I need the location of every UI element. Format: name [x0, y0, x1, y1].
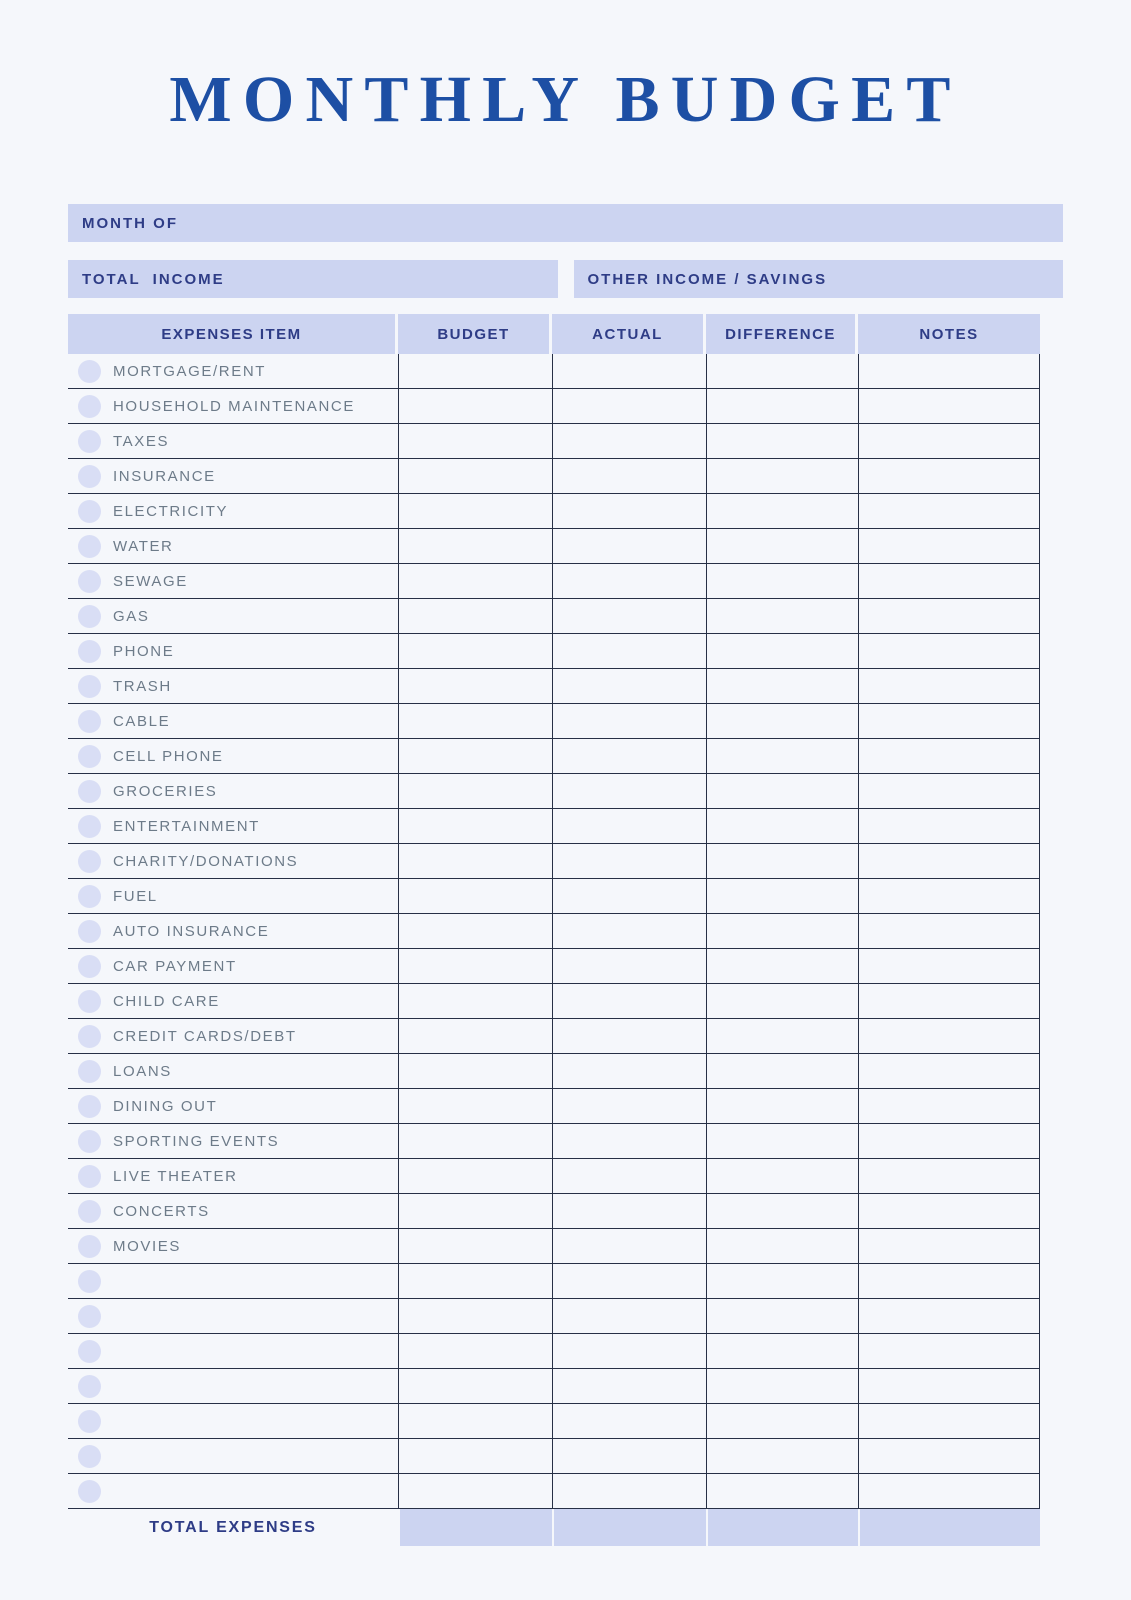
- budget-cell[interactable]: [398, 739, 552, 774]
- expense-row: [68, 1334, 1063, 1369]
- difference-cell[interactable]: [706, 1124, 858, 1159]
- actual-cell[interactable]: [552, 879, 706, 914]
- expense-item-cell: [68, 809, 398, 844]
- notes-cell[interactable]: [858, 1124, 1040, 1159]
- total-income-label: TOTAL INCOME: [82, 270, 225, 288]
- row-bullet-icon: [78, 1200, 101, 1223]
- total-expenses-label: TOTAL EXPENSES: [149, 1518, 317, 1536]
- notes-cell[interactable]: [858, 354, 1040, 389]
- budget-cell[interactable]: [398, 389, 552, 424]
- budget-cell[interactable]: [398, 844, 552, 879]
- expense-item-cell: [68, 1439, 398, 1474]
- budget-cell[interactable]: [398, 1229, 552, 1264]
- expense-label: CHILD CARE: [113, 992, 220, 1010]
- expense-label: SPORTING EVENTS: [113, 1132, 280, 1150]
- expense-item-cell: [68, 1229, 398, 1264]
- total-expenses-row: [68, 1509, 1063, 1546]
- budget-cell[interactable]: [398, 1369, 552, 1404]
- budget-cell[interactable]: [398, 1019, 552, 1054]
- total-income-field[interactable]: [68, 260, 558, 298]
- difference-cell[interactable]: [706, 459, 858, 494]
- row-bullet-icon: [78, 920, 101, 943]
- difference-cell[interactable]: [706, 1054, 858, 1089]
- expense-label: LIVE THEATER: [113, 1167, 238, 1185]
- expense-item-cell: [68, 354, 398, 389]
- expense-row: [68, 1264, 1063, 1299]
- actual-cell[interactable]: [552, 354, 706, 389]
- row-bullet-icon: [78, 1410, 101, 1433]
- expense-label: CHARITY/DONATIONS: [113, 852, 299, 870]
- budget-cell[interactable]: [398, 1474, 552, 1509]
- budget-cell[interactable]: [398, 1194, 552, 1229]
- notes-cell[interactable]: [858, 1054, 1040, 1089]
- expense-row: [68, 424, 1063, 459]
- actual-cell[interactable]: [552, 984, 706, 1019]
- row-bullet-icon: [78, 1060, 101, 1083]
- row-bullet-icon: [78, 395, 101, 418]
- expense-row: [68, 354, 1063, 389]
- actual-cell[interactable]: [552, 389, 706, 424]
- table-body: [68, 354, 1063, 1509]
- actual-cell[interactable]: [552, 1334, 706, 1369]
- header-budget: BUDGET: [398, 314, 552, 354]
- expense-row: [68, 1404, 1063, 1439]
- row-bullet-icon: [78, 535, 101, 558]
- expense-item-cell: [68, 564, 398, 599]
- notes-cell[interactable]: [858, 809, 1040, 844]
- actual-cell[interactable]: [552, 1019, 706, 1054]
- difference-cell[interactable]: [706, 844, 858, 879]
- expense-label: INSURANCE: [113, 467, 216, 485]
- expense-label: ELECTRICITY: [113, 502, 229, 520]
- expense-item-cell: [68, 494, 398, 529]
- expense-label: GROCERIES: [113, 782, 218, 800]
- notes-cell[interactable]: [858, 424, 1040, 459]
- expense-item-cell: [68, 459, 398, 494]
- notes-cell[interactable]: [858, 1264, 1040, 1299]
- row-bullet-icon: [78, 885, 101, 908]
- notes-cell[interactable]: [858, 494, 1040, 529]
- notes-cell[interactable]: [858, 1299, 1040, 1334]
- actual-cell[interactable]: [552, 459, 706, 494]
- expense-row: [68, 1229, 1063, 1264]
- difference-cell[interactable]: [706, 704, 858, 739]
- budget-cell[interactable]: [398, 1159, 552, 1194]
- total-budget-cell[interactable]: [398, 1509, 552, 1546]
- expense-label: WATER: [113, 537, 174, 555]
- difference-cell[interactable]: [706, 494, 858, 529]
- expense-row: [68, 1299, 1063, 1334]
- expense-row: [68, 1474, 1063, 1509]
- total-difference-cell[interactable]: [706, 1509, 858, 1546]
- expense-row: [68, 984, 1063, 1019]
- row-bullet-icon: [78, 465, 101, 488]
- budget-cell[interactable]: [398, 354, 552, 389]
- row-bullet-icon: [78, 710, 101, 733]
- row-bullet-icon: [78, 500, 101, 523]
- expense-item-cell: [68, 704, 398, 739]
- expense-row: [68, 914, 1063, 949]
- row-bullet-icon: [78, 1095, 101, 1118]
- total-actual-cell[interactable]: [552, 1509, 706, 1546]
- expense-row: [68, 459, 1063, 494]
- actual-cell[interactable]: [552, 914, 706, 949]
- expense-row: [68, 879, 1063, 914]
- budget-cell[interactable]: [398, 1404, 552, 1439]
- expense-row: [68, 1019, 1063, 1054]
- expense-label: CAR PAYMENT: [113, 957, 237, 975]
- expense-row: [68, 564, 1063, 599]
- notes-cell[interactable]: [858, 914, 1040, 949]
- expense-label: DINING OUT: [113, 1097, 218, 1115]
- notes-cell[interactable]: [858, 1229, 1040, 1264]
- notes-cell[interactable]: [858, 599, 1040, 634]
- expense-item-cell: [68, 634, 398, 669]
- expense-row: [68, 1439, 1063, 1474]
- expense-row: [68, 1194, 1063, 1229]
- expense-item-cell: [68, 669, 398, 704]
- notes-cell[interactable]: [858, 1369, 1040, 1404]
- difference-cell[interactable]: [706, 1264, 858, 1299]
- difference-cell[interactable]: [706, 739, 858, 774]
- row-bullet-icon: [78, 1270, 101, 1293]
- expense-item-cell: [68, 739, 398, 774]
- difference-cell[interactable]: [706, 1089, 858, 1124]
- expense-item-cell: [68, 844, 398, 879]
- expense-row: [68, 809, 1063, 844]
- expense-row: [68, 634, 1063, 669]
- row-bullet-icon: [78, 605, 101, 628]
- budget-cell[interactable]: [398, 774, 552, 809]
- row-bullet-icon: [78, 990, 101, 1013]
- actual-cell[interactable]: [552, 529, 706, 564]
- expense-item-cell: [68, 1019, 398, 1054]
- budget-cell[interactable]: [398, 529, 552, 564]
- difference-cell[interactable]: [706, 1299, 858, 1334]
- actual-cell[interactable]: [552, 1299, 706, 1334]
- row-bullet-icon: [78, 1480, 101, 1503]
- other-income-field[interactable]: [574, 260, 1064, 298]
- difference-cell[interactable]: [706, 1369, 858, 1404]
- notes-cell[interactable]: [858, 984, 1040, 1019]
- budget-cell[interactable]: [398, 599, 552, 634]
- actual-cell[interactable]: [552, 774, 706, 809]
- row-bullet-icon: [78, 1305, 101, 1328]
- row-bullet-icon: [78, 850, 101, 873]
- expense-label: MOVIES: [113, 1237, 181, 1255]
- expense-row: [68, 669, 1063, 704]
- budget-cell[interactable]: [398, 704, 552, 739]
- expense-item-cell: [68, 1404, 398, 1439]
- difference-cell[interactable]: [706, 1404, 858, 1439]
- month-of-field[interactable]: [68, 204, 1063, 242]
- expense-item-cell: [68, 424, 398, 459]
- notes-cell[interactable]: [858, 669, 1040, 704]
- actual-cell[interactable]: [552, 1439, 706, 1474]
- notes-cell[interactable]: [858, 1439, 1040, 1474]
- difference-cell[interactable]: [706, 634, 858, 669]
- actual-cell[interactable]: [552, 844, 706, 879]
- expense-item-cell: [68, 1124, 398, 1159]
- budget-cell[interactable]: [398, 424, 552, 459]
- row-bullet-icon: [78, 1445, 101, 1468]
- notes-cell[interactable]: [858, 1404, 1040, 1439]
- expense-label: CREDIT CARDS/DEBT: [113, 1027, 297, 1045]
- row-bullet-icon: [78, 955, 101, 978]
- row-bullet-icon: [78, 430, 101, 453]
- notes-cell[interactable]: [858, 1089, 1040, 1124]
- difference-cell[interactable]: [706, 669, 858, 704]
- notes-cell[interactable]: [858, 529, 1040, 564]
- expense-row: [68, 844, 1063, 879]
- actual-cell[interactable]: [552, 424, 706, 459]
- expense-row: [68, 704, 1063, 739]
- expense-item-cell: [68, 1334, 398, 1369]
- notes-cell[interactable]: [858, 1159, 1040, 1194]
- budget-cell[interactable]: [398, 949, 552, 984]
- expense-item-cell: [68, 1089, 398, 1124]
- expense-row: [68, 739, 1063, 774]
- actual-cell[interactable]: [552, 634, 706, 669]
- difference-cell[interactable]: [706, 424, 858, 459]
- expense-item-cell: [68, 1474, 398, 1509]
- difference-cell[interactable]: [706, 774, 858, 809]
- expense-item-cell: [68, 914, 398, 949]
- row-bullet-icon: [78, 1375, 101, 1398]
- expense-label: CABLE: [113, 712, 171, 730]
- difference-cell[interactable]: [706, 1229, 858, 1264]
- row-bullet-icon: [78, 1235, 101, 1258]
- notes-cell[interactable]: [858, 1334, 1040, 1369]
- difference-cell[interactable]: [706, 1019, 858, 1054]
- other-income-label: OTHER INCOME / SAVINGS: [587, 270, 828, 288]
- expense-row: [68, 949, 1063, 984]
- row-bullet-icon: [78, 675, 101, 698]
- page-title: MONTHLY BUDGET: [169, 63, 962, 136]
- difference-cell[interactable]: [706, 1474, 858, 1509]
- difference-cell[interactable]: [706, 1159, 858, 1194]
- difference-cell[interactable]: [706, 809, 858, 844]
- difference-cell[interactable]: [706, 914, 858, 949]
- notes-cell[interactable]: [858, 459, 1040, 494]
- actual-cell[interactable]: [552, 739, 706, 774]
- budget-cell[interactable]: [398, 1334, 552, 1369]
- expense-item-cell: [68, 1159, 398, 1194]
- actual-cell[interactable]: [552, 1054, 706, 1089]
- actual-cell[interactable]: [552, 704, 706, 739]
- expense-item-cell: [68, 774, 398, 809]
- expense-item-cell: [68, 879, 398, 914]
- expense-label: HOUSEHOLD MAINTENANCE: [113, 397, 355, 415]
- actual-cell[interactable]: [552, 494, 706, 529]
- expense-row: [68, 1054, 1063, 1089]
- actual-cell[interactable]: [552, 1089, 706, 1124]
- table-header-row: [68, 314, 1063, 354]
- expense-item-cell: [68, 949, 398, 984]
- row-bullet-icon: [78, 1340, 101, 1363]
- expense-label: LOANS: [113, 1062, 172, 1080]
- budget-cell[interactable]: [398, 494, 552, 529]
- actual-cell[interactable]: [552, 1264, 706, 1299]
- actual-cell[interactable]: [552, 1124, 706, 1159]
- row-bullet-icon: [78, 360, 101, 383]
- month-of-label: MONTH OF: [82, 214, 178, 232]
- difference-cell[interactable]: [706, 564, 858, 599]
- difference-cell[interactable]: [706, 1194, 858, 1229]
- row-bullet-icon: [78, 570, 101, 593]
- budget-cell[interactable]: [398, 1264, 552, 1299]
- difference-cell[interactable]: [706, 354, 858, 389]
- budget-cell[interactable]: [398, 1124, 552, 1159]
- budget-cell[interactable]: [398, 1054, 552, 1089]
- expense-row: [68, 774, 1063, 809]
- actual-cell[interactable]: [552, 1159, 706, 1194]
- budget-cell[interactable]: [398, 459, 552, 494]
- expense-label: AUTO INSURANCE: [113, 922, 270, 940]
- row-bullet-icon: [78, 815, 101, 838]
- actual-cell[interactable]: [552, 1404, 706, 1439]
- total-notes-cell[interactable]: [858, 1509, 1040, 1546]
- header-expenses-item: EXPENSES ITEM: [68, 314, 398, 354]
- expense-label: GAS: [113, 607, 150, 625]
- difference-cell[interactable]: [706, 984, 858, 1019]
- expenses-table: [68, 314, 1063, 1546]
- difference-cell[interactable]: [706, 1439, 858, 1474]
- budget-cell[interactable]: [398, 1299, 552, 1334]
- expense-label: ENTERTAINMENT: [113, 817, 260, 835]
- expense-label: TRASH: [113, 677, 172, 695]
- expense-label: MORTGAGE/RENT: [113, 362, 267, 380]
- expense-item-cell: [68, 529, 398, 564]
- actual-cell[interactable]: [552, 669, 706, 704]
- expense-row: [68, 494, 1063, 529]
- expense-label: CONCERTS: [113, 1202, 210, 1220]
- expense-item-cell: [68, 1299, 398, 1334]
- row-bullet-icon: [78, 1165, 101, 1188]
- expense-label: SEWAGE: [113, 572, 188, 590]
- difference-cell[interactable]: [706, 529, 858, 564]
- row-bullet-icon: [78, 1025, 101, 1048]
- difference-cell[interactable]: [706, 599, 858, 634]
- notes-cell[interactable]: [858, 1019, 1040, 1054]
- notes-cell[interactable]: [858, 634, 1040, 669]
- expense-label: PHONE: [113, 642, 175, 660]
- header-notes: NOTES: [858, 314, 1040, 354]
- notes-cell[interactable]: [858, 1474, 1040, 1509]
- actual-cell[interactable]: [552, 1369, 706, 1404]
- budget-cell[interactable]: [398, 564, 552, 599]
- expense-row: [68, 1159, 1063, 1194]
- difference-cell[interactable]: [706, 879, 858, 914]
- expense-item-cell: [68, 1369, 398, 1404]
- actual-cell[interactable]: [552, 564, 706, 599]
- budget-cell[interactable]: [398, 1089, 552, 1124]
- budget-cell[interactable]: [398, 1439, 552, 1474]
- expense-row: [68, 1369, 1063, 1404]
- actual-cell[interactable]: [552, 599, 706, 634]
- expense-item-cell: [68, 984, 398, 1019]
- expense-item-cell: [68, 1194, 398, 1229]
- budget-cell[interactable]: [398, 634, 552, 669]
- notes-cell[interactable]: [858, 564, 1040, 599]
- row-bullet-icon: [78, 640, 101, 663]
- budget-cell[interactable]: [398, 984, 552, 1019]
- expense-item-cell: [68, 599, 398, 634]
- expense-row: [68, 599, 1063, 634]
- expense-row: [68, 389, 1063, 424]
- difference-cell[interactable]: [706, 1334, 858, 1369]
- budget-cell[interactable]: [398, 879, 552, 914]
- expense-row: [68, 1089, 1063, 1124]
- expense-row: [68, 1124, 1063, 1159]
- expense-label: CELL PHONE: [113, 747, 224, 765]
- income-row: [68, 260, 1063, 298]
- notes-cell[interactable]: [858, 739, 1040, 774]
- header-difference: DIFFERENCE: [706, 314, 858, 354]
- expense-label: TAXES: [113, 432, 170, 450]
- notes-cell[interactable]: [858, 879, 1040, 914]
- budget-cell[interactable]: [398, 914, 552, 949]
- difference-cell[interactable]: [706, 389, 858, 424]
- notes-cell[interactable]: [858, 844, 1040, 879]
- header-actual: ACTUAL: [552, 314, 706, 354]
- row-bullet-icon: [78, 1130, 101, 1153]
- expense-row: [68, 529, 1063, 564]
- actual-cell[interactable]: [552, 1229, 706, 1264]
- notes-cell[interactable]: [858, 949, 1040, 984]
- budget-cell[interactable]: [398, 669, 552, 704]
- notes-cell[interactable]: [858, 704, 1040, 739]
- actual-cell[interactable]: [552, 949, 706, 984]
- expense-label: FUEL: [113, 887, 158, 905]
- expense-item-cell: [68, 1054, 398, 1089]
- actual-cell[interactable]: [552, 1474, 706, 1509]
- actual-cell[interactable]: [552, 1194, 706, 1229]
- notes-cell[interactable]: [858, 1194, 1040, 1229]
- notes-cell[interactable]: [858, 389, 1040, 424]
- budget-cell[interactable]: [398, 809, 552, 844]
- actual-cell[interactable]: [552, 809, 706, 844]
- row-bullet-icon: [78, 780, 101, 803]
- notes-cell[interactable]: [858, 774, 1040, 809]
- expense-item-cell: [68, 389, 398, 424]
- expense-item-cell: [68, 1264, 398, 1299]
- row-bullet-icon: [78, 745, 101, 768]
- difference-cell[interactable]: [706, 949, 858, 984]
